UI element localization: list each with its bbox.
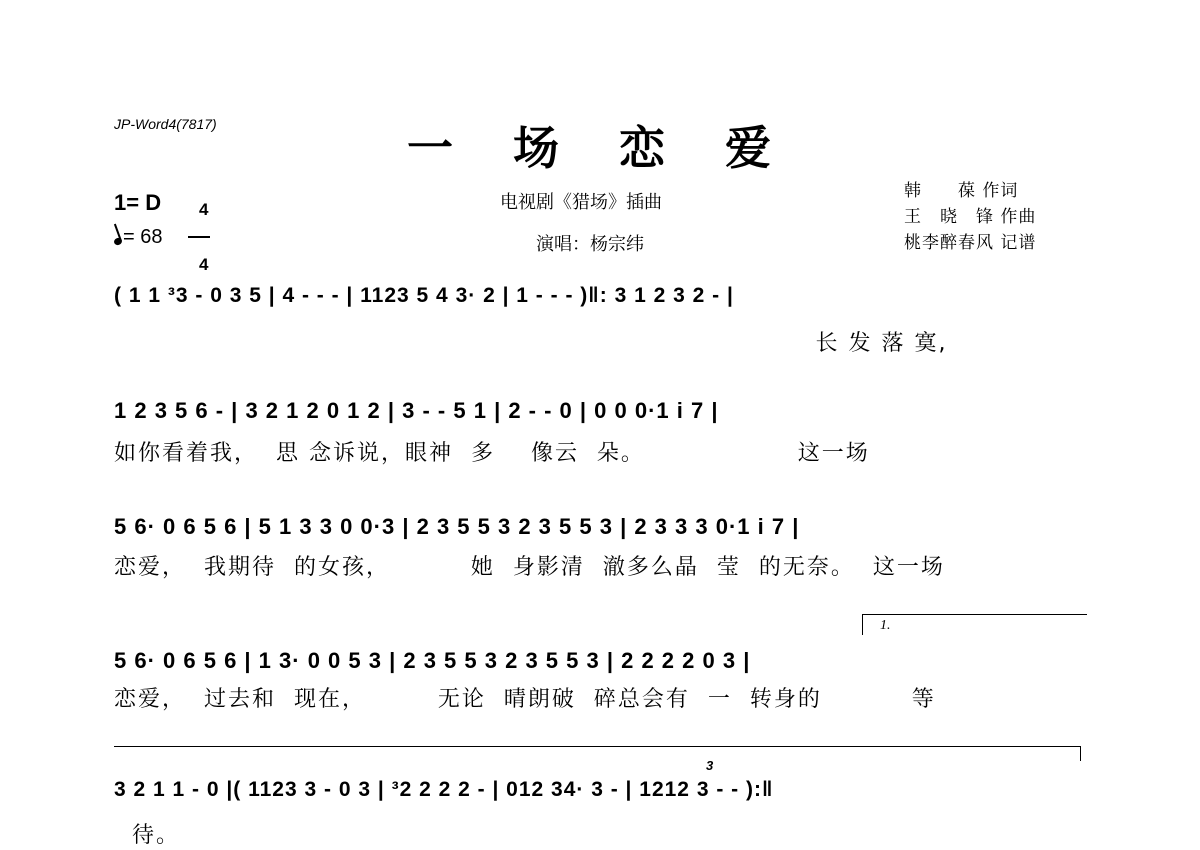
composer-credit: 王 晓 锋 作曲 bbox=[904, 207, 1037, 227]
lyrics-system-3: 恋爱， 我期待 的女孩， 她 身影清 澈多么晶 莹 的无奈。 这一场 bbox=[114, 555, 945, 580]
volta-bracket bbox=[862, 614, 1087, 635]
triplet-mark: 3 bbox=[706, 758, 714, 773]
lyrics-system-5: 待。 bbox=[114, 823, 180, 848]
tempo-marking bbox=[114, 226, 162, 249]
tempo-value: = 68 bbox=[123, 226, 163, 248]
time-signature-line bbox=[188, 236, 210, 238]
software-label: JP-Word4(7817) bbox=[114, 116, 217, 132]
time-signature bbox=[188, 184, 210, 273]
quarter-note-icon bbox=[113, 237, 123, 246]
singer-credit: 演唱：杨宗纬 bbox=[536, 234, 644, 255]
song-title: 一 场 恋 爱 bbox=[406, 121, 794, 175]
lyrics-system-2: 如你看着我， 思 念诉说，眼神 多 像云 朵。 这一场 bbox=[114, 441, 870, 466]
lyrics-system-1: 长 发 落 寞, bbox=[114, 331, 948, 356]
transcriber-credit: 桃李醉春风 记谱 bbox=[904, 233, 1037, 253]
lyricist-credit: 韩 葆 作词 bbox=[904, 181, 1019, 201]
subtitle: 电视剧《猎场》插曲 bbox=[500, 192, 662, 213]
notation-system-2: 1 2 3 5 6 - | 3 2 1 2 0 1 2 | 3 - - 5 1 | 2 - - 0 | 0 0 0·1 i 7 | bbox=[114, 398, 719, 423]
time-signature-numerator: 4 bbox=[198, 200, 209, 219]
lyrics-system-4: 恋爱， 过去和 现在， 无论 晴朗破 碎总会有 一 转身的 等 bbox=[114, 687, 936, 712]
notation-system-4: 5 6· 0 6 5 6 | 1 3· 0 0 5 3 | 2 3 5 5 3 2 3 5 5 3 | 2 2 2 2 0 3 | bbox=[114, 648, 751, 673]
notation-system-5: 3 2 1 1 - 0 |( 1123 3 - 0 3 | ³2 2 2 2 - | 012 34· 3 - | 1212 3 - - ):‖ bbox=[114, 778, 774, 801]
volta-label: 1. bbox=[880, 618, 891, 633]
volta-bracket-end bbox=[114, 746, 1081, 761]
key-signature: 1= D bbox=[114, 190, 162, 215]
notation-system-3: 5 6· 0 6 5 6 | 5 1 3 3 0 0·3 | 2 3 5 5 3 2 3 5 5 3 | 2 3 3 3 0·1 i 7 | bbox=[114, 514, 800, 539]
time-signature-denominator: 4 bbox=[198, 255, 209, 274]
notation-system-1: ( 1 1 ³3 - 0 3 5 | 4 - - - | 1123 5 4 3· 2 | 1 - - - )‖: 3 1 2 3 2 - | bbox=[114, 284, 734, 307]
